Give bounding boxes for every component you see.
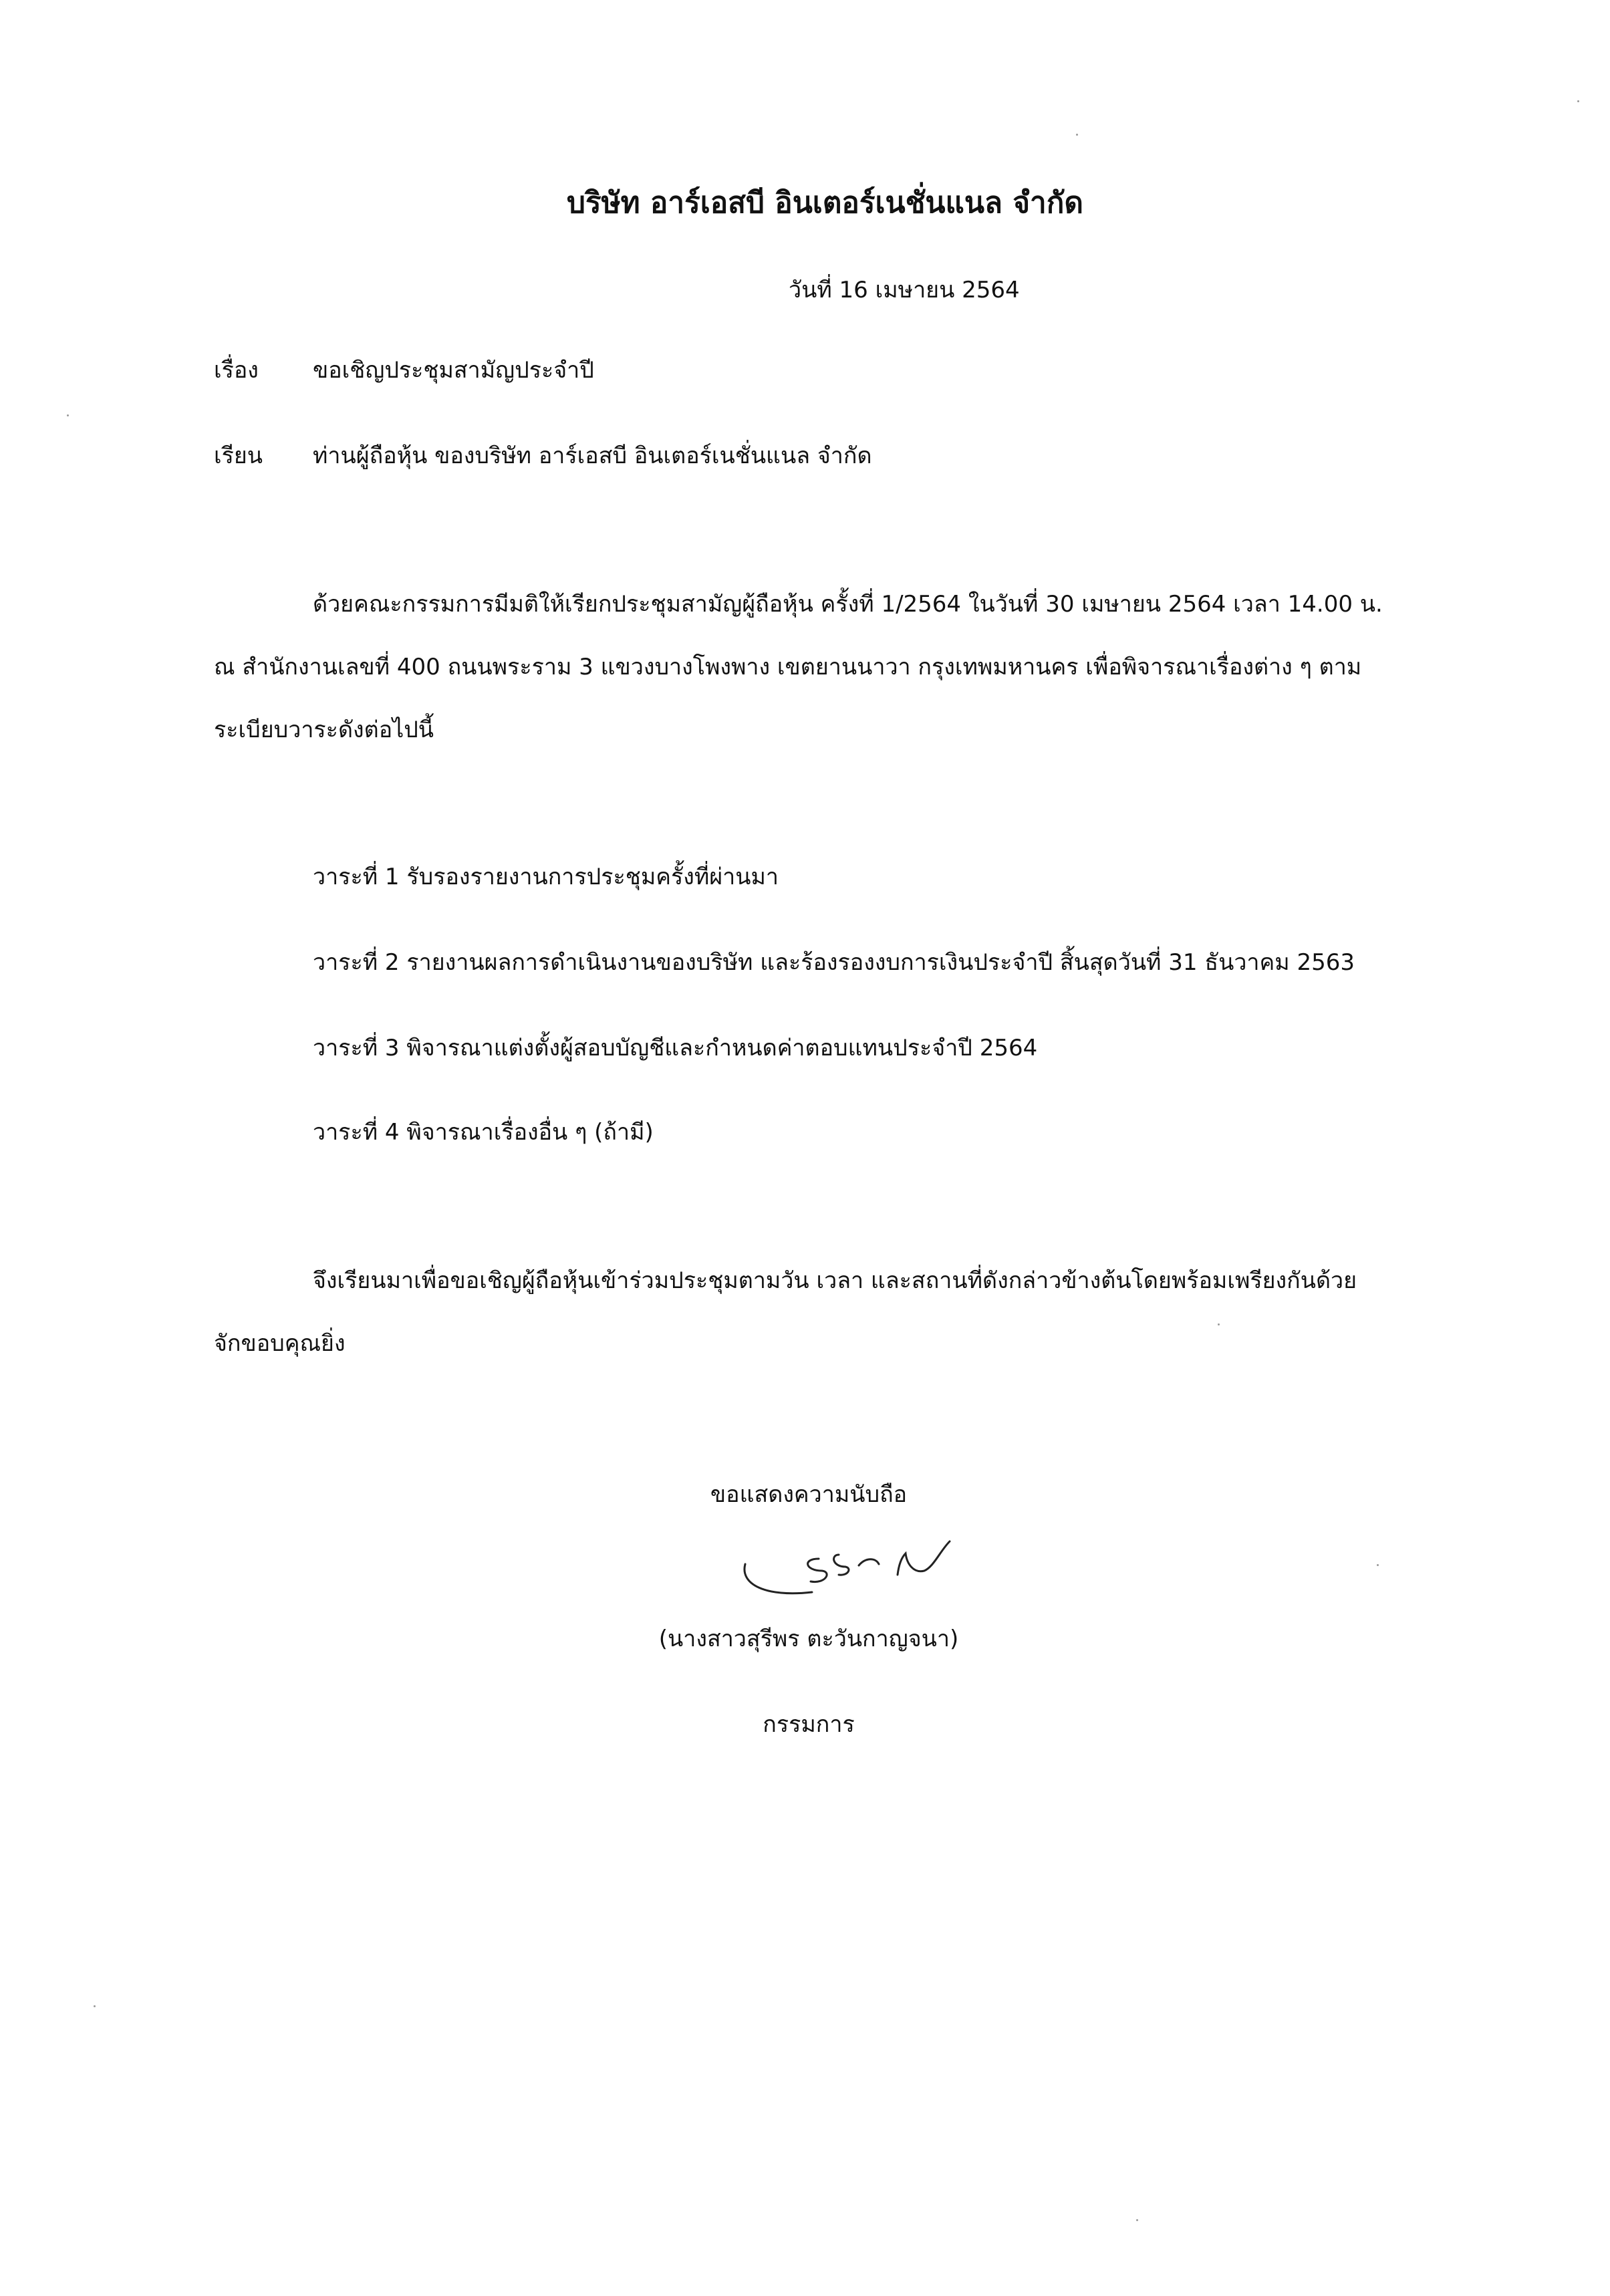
scan-speck <box>1377 1564 1379 1566</box>
agenda-item-2: วาระที่ 2 รายงานผลการดำเนินงานของบริษัท และร้องรองงบการเงินประจำปี สิ้นสุดวันที่ 31 ธันวาคม 2563 <box>313 949 1355 976</box>
letter-date: วันที่ 16 เมษายน 2564 <box>789 277 1020 303</box>
scan-speck <box>1136 2219 1138 2221</box>
subject-text: ขอเชิญประชุมสามัญประจำปี <box>313 357 594 384</box>
intro-line-3: ระเบียบวาระดังต่อไปนี้ <box>214 717 434 743</box>
agenda-item-4: วาระที่ 4 พิจารณาเรื่องอื่น ๆ (ถ้ามี) <box>313 1119 654 1146</box>
recipient-text: ท่านผู้ถือหุ้น ของบริษัท อาร์เอสบี อินเตอร์เนชั่นแนล จำกัด <box>313 442 872 469</box>
signature-image <box>739 1537 966 1611</box>
closing-line-1: จึงเรียนมาเพื่อขอเชิญผู้ถือหุ้นเข้าร่วมประชุมตามวัน เวลา และสถานที่ดังกล่าวข้างต้นโดยพร้อมเพรียงกันด้วย <box>313 1267 1357 1294</box>
regards-text: ขอแสดงความนับถือ <box>710 1481 908 1508</box>
signatory-position: กรรมการ <box>763 1711 855 1738</box>
subject-label: เรื่อง <box>214 357 259 384</box>
agenda-item-3: วาระที่ 3 พิจารณาแต่งตั้งผู้สอบบัญชีและกำหนดค่าตอบแทนประจำปี 2564 <box>313 1035 1038 1061</box>
scan-speck <box>94 2005 96 2007</box>
intro-line-1: ด้วยคณะกรรมการมีมติให้เรียกประชุมสามัญผู้ถือหุ้น ครั้งที่ 1/2564 ในวันที่ 30 เมษายน 2564 เวลา 14.00 น. <box>313 591 1383 618</box>
scan-speck <box>1577 100 1579 102</box>
closing-line-2: จักขอบคุณยิ่ง <box>214 1330 346 1357</box>
company-title: บริษัท อาร์เอสบี อินเตอร์เนชั่นแนล จำกัด <box>567 186 1083 220</box>
scan-speck <box>1218 1323 1220 1325</box>
intro-line-2: ณ สำนักงานเลขที่ 400 ถนนพระราม 3 แขวงบางโพงพาง เขตยานนาวา กรุงเทพมหานคร เพื่อพิจารณาเรื่องต่าง ๆ ตาม <box>214 654 1362 680</box>
agenda-item-1: วาระที่ 1 รับรองรายงานการประชุมครั้งที่ผ่านมา <box>313 864 779 890</box>
signatory-name: (นางสาวสุรีพร ตะวันกาญจนา) <box>658 1626 959 1652</box>
recipient-label: เรียน <box>214 442 263 469</box>
scan-speck <box>67 414 69 416</box>
scan-speck <box>1076 134 1078 136</box>
